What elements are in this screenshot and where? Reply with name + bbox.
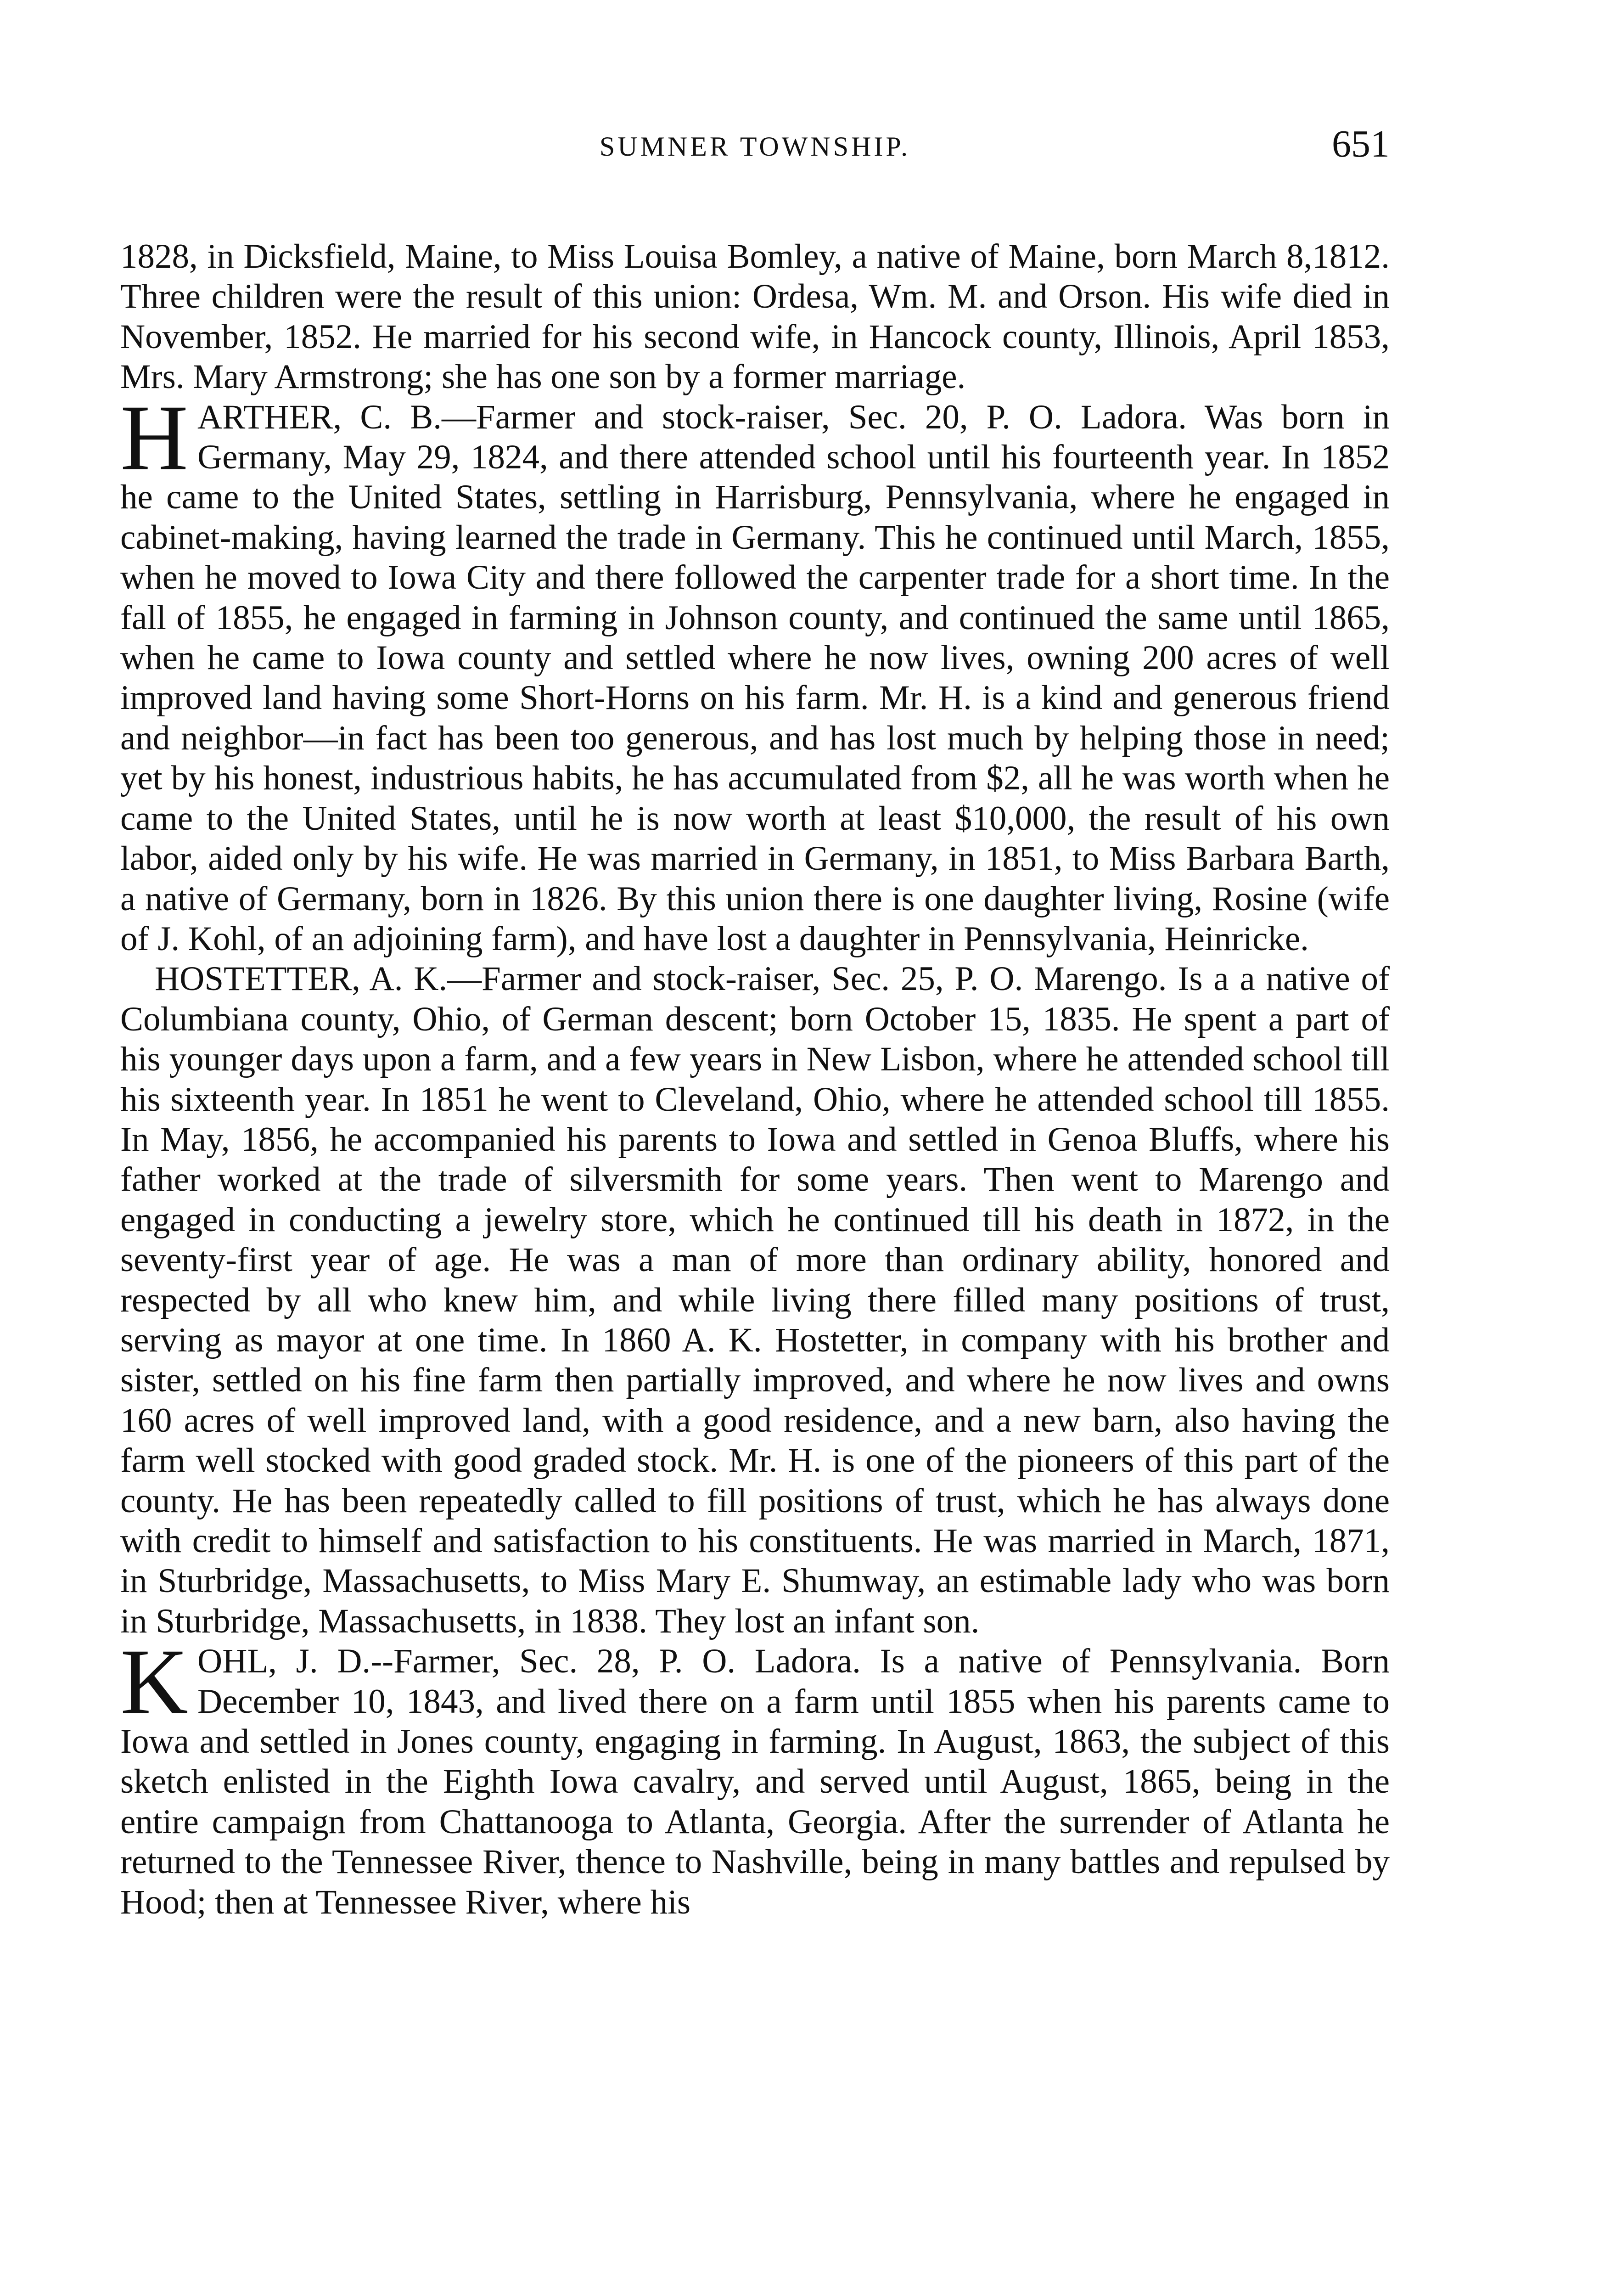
page-header [120,117,1390,172]
entry-text: —Farmer and stock-raiser, Sec. 25, P. O. Marengo. Is a a native of Columbiana county, Ohio, of German descent; born October 15, 1835. He spent a part of his younger days upon a farm, and a few years in New Lisbon, where he attended school till his sixteenth year. In 1851 he went to Cleveland, Ohio, where he attended school till 1855. In May, 1856, he accompanied his parents to Iowa and settled in Genoa Bluffs, where his father worked at the trade of silversmith for some years. Then went to Marengo and engaged in conducting a jewelry store, which he continued till his death in 1872, in the seventy-first year of age. He was a man of more than ordinary ability, honored and respected by all who knew him, and while living there filled many positions of trust, serving as mayor at one time. In 1860 A. K. Hostetter, in company with his brother and sister, settled on his fine farm then partially improved, and where he now lives and owns 160 acres of well improved land, with a good residence, and a new barn, also having the farm well stocked with good graded stock. Mr. H. is one of the pioneers of this part of the county. He has been repeatedly called to fill positions of trust, which he has always done with credit to himself and satisfaction to his constituents. He was married in March, 1871, in Sturbridge, Massachusetts, to Miss Mary E. Shumway, an estimable lady who was born in Sturbridge, Massachusetts, in 1838. They lost an infant son. [120,960,1390,1640]
entry-name: HOSTETTER, A. K. [155,960,448,998]
entry-name: OHL, J. D. [197,1642,371,1681]
entry-name: ARTHER, C. B. [197,398,442,436]
page-body [120,236,1390,1922]
entry-text: --Farmer, Sec. 28, P. O. Ladora. Is a native of Pennsylvania. Born December 10, 1843, and lived there on a farm until 1855 when his parents came to Iowa and settled in Jones county, engaging in farming. In August, 1863, the subject of this sketch enlisted in the Eighth Iowa cavalry, and served until August, 1865, being in the entire campaign from Chattanooga to Atlanta, Georgia. After the surrender of Atlanta he returned to the Tennessee River, thence to Nashville, being in many battles and repulsed by Hood; then at Tennessee River, where his [120,1642,1390,1921]
entry-kohl [120,1630,1390,1922]
entry-hostetter [120,959,1390,1641]
drop-cap: K [120,1630,189,1734]
entry-text: —Farmer and stock-raiser, Sec. 20, P. O. Ladora. Was born in Germany, May 29, 1824, and there attended school until his fourteenth year. In 1852 he came to the United States, settling in Harrisburg, Pennsylvania, where he engaged in cabinet-making, having learned the trade in Germany. This he continued until March, 1855, when he moved to Iowa City and there followed the carpenter trade for a short time. In the fall of 1855, he engaged in farming in Johnson county, and continued the same until 1865, when he came to Iowa county and settled where he now lives, owning 200 acres of well improved land having some Short-Horns on his farm. Mr. H. is a kind and generous friend and neighbor—in fact has been too generous, and has lost much by helping those in need; yet by his honest, industrious habits, he has accumulated from $2, all he was worth when he came to the United States, until he is now worth at least $10,000, the result of his own labor, aided only by his wife. He was married in Germany, in 1851, to Miss Barbara Barth, a native of Germany, born in 1826. By this union there is one daughter living, Rosine (wife of J. Kohl, of an adjoining farm), and have lost a daughter in Pennsylvania, Heinricke. [120,398,1390,958]
paragraph-text: 1828, in Dicksfield, Maine, to Miss Louisa Bomley, a native of Maine, born March 8,1812. Three children were the result of this union: Ordesa, Wm. M. and Orson. His wife died in November, 1852. He married for his second wife, in Hancock county, Illinois, April 1853, Mrs. Mary Armstrong; she has one son by a former marriage. [120,237,1390,396]
paragraph-continuation [120,236,1390,397]
drop-cap: H [120,385,189,490]
running-head: SUMNER TOWNSHIP. [599,131,911,162]
page-number: 651 [1332,123,1390,165]
entry-harther [120,385,1390,959]
